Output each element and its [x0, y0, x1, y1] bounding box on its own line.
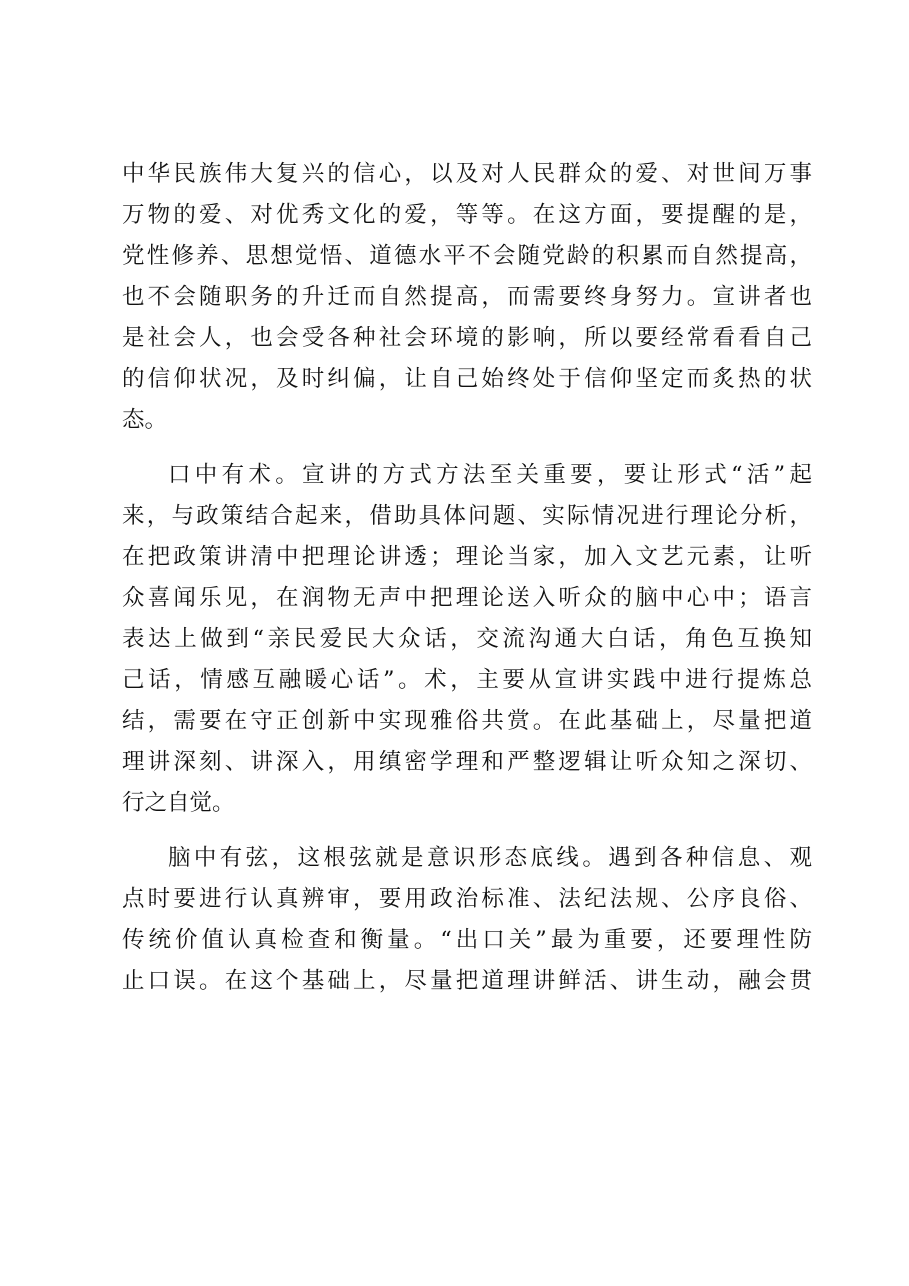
text-line: 中华民族伟大复兴的信心，以及对人民群众的爱、对世间万事	[122, 161, 812, 187]
paragraph-1	[122, 154, 812, 441]
paragraph-gap	[122, 441, 812, 455]
paragraph-3	[122, 838, 812, 1002]
text-line: 点时要进行认真辨审，要用政治标准、法纪法规、公序良俗、	[122, 886, 812, 912]
text-line: 来，与政策结合起来，借助具体问题、实际情况进行理论分析，	[122, 503, 812, 529]
paragraph-gap	[122, 824, 812, 838]
text-line: 党性修养、思想觉悟、道德水平不会随党龄的积累而自然提高，	[122, 243, 812, 269]
text-line: 理讲深刻、讲深入，用缜密学理和严整逻辑让听众知之深切、	[122, 749, 812, 775]
text-line: 在把政策讲清中把理论讲透；理论当家，加入文艺元素，让听	[122, 544, 812, 570]
text-line: 止口误。在这个基础上，尽量把道理讲鲜活、讲生动，融会贯	[122, 968, 812, 994]
text-line: 表达上做到“亲民爱民大众话，交流沟通大白话，角色互换知	[122, 626, 812, 652]
text-line: 口中有术。宣讲的方式方法至关重要，要让形式“活”起	[168, 462, 812, 488]
text-line: 脑中有弦，这根弦就是意识形态底线。遇到各种信息、观	[168, 845, 812, 871]
document-body	[122, 154, 812, 1002]
text-line: 态。	[122, 407, 168, 433]
text-line: 众喜闻乐见，在润物无声中把理论送入听众的脑中心中；语言	[122, 585, 812, 611]
text-line: 也不会随职务的升迁而自然提高，而需要终身努力。宣讲者也	[122, 284, 812, 310]
text-line: 万物的爱、对优秀文化的爱，等等。在这方面，要提醒的是，	[122, 202, 812, 228]
text-line: 结，需要在守正创新中实现雅俗共赏。在此基础上，尽量把道	[122, 708, 812, 734]
text-line: 是社会人，也会受各种社会环境的影响，所以要经常看看自己	[122, 325, 812, 351]
text-line: 己话，情感互融暖心话”。术，主要从宣讲实践中进行提炼总	[122, 667, 812, 693]
text-line: 行之自觉。	[122, 790, 235, 816]
text-line: 传统价值认真检查和衡量。“出口关”最为重要，还要理性防	[122, 927, 812, 953]
paragraph-2	[122, 455, 812, 824]
text-line: 的信仰状况，及时纠偏，让自己始终处于信仰坚定而炙热的状	[122, 366, 812, 392]
